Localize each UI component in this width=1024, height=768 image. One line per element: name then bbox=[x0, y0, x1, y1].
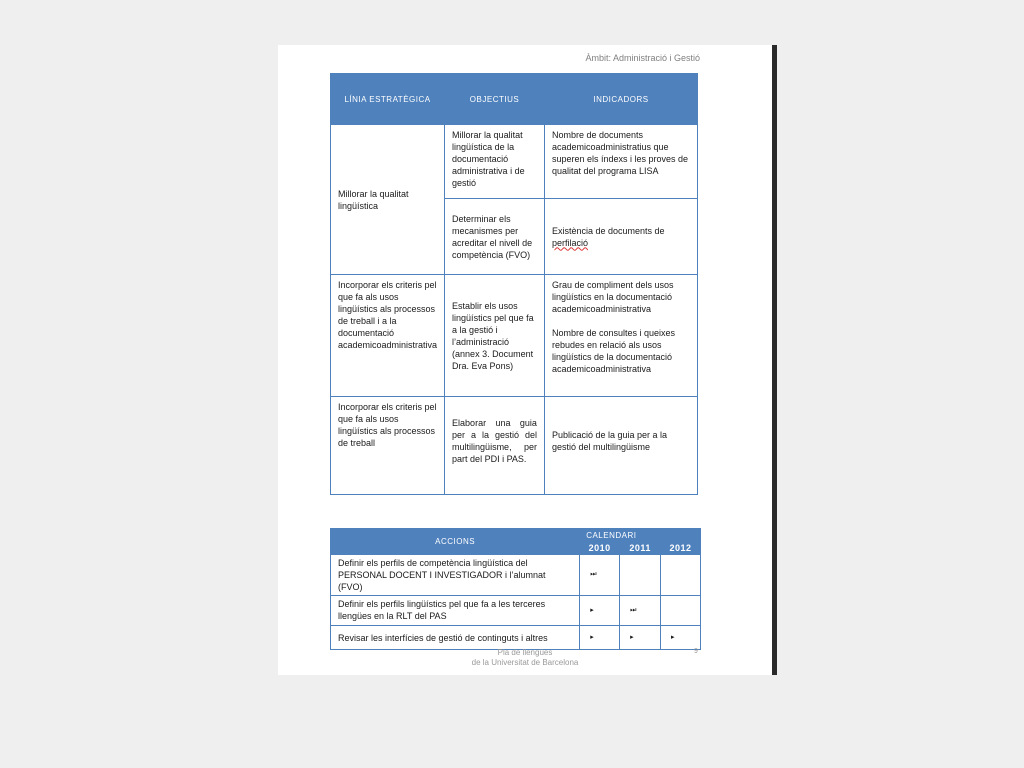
year-header: 2010 bbox=[580, 542, 620, 555]
year-mark: ▸ bbox=[661, 626, 701, 650]
page-edge bbox=[772, 45, 777, 675]
linia-cell: Incorporar els criteris pel que fa als usos lingüístics als processos de treball i a la documentació academicoadministrativa bbox=[331, 275, 445, 397]
indicador-cell: Nombre de documents academicoadministratius que superen els índexs i les proves de qualitat del programa LISA bbox=[544, 125, 697, 199]
indicador-cell bbox=[544, 275, 697, 397]
objectiu-cell: Millorar la qualitat lingüística de la documentació administrativa i de gestió bbox=[445, 125, 545, 199]
accio-cell: Definir els perfils de competència lingüística del PERSONAL DOCENT I INVESTIGADOR i l’alumnat (FVO) bbox=[331, 555, 580, 596]
year-mark: ⏭ bbox=[580, 555, 620, 596]
col-header-linia: LÍNIA ESTRATÈGICA bbox=[331, 74, 445, 125]
indicador-item: Grau de compliment dels usos lingüístics en la documentació academicoadministrativa bbox=[551, 280, 674, 314]
table-row bbox=[331, 596, 701, 626]
year-header: 2011 bbox=[620, 542, 661, 555]
year-header: 2012 bbox=[661, 542, 701, 555]
table-row bbox=[331, 397, 698, 495]
footer-line: de la Universitat de Barcelona bbox=[471, 658, 579, 667]
page-header: Àmbit: Administració i Gestió bbox=[585, 53, 700, 63]
table-row bbox=[331, 555, 701, 596]
year-mark bbox=[661, 596, 701, 626]
col-header-calendari: CALENDARI bbox=[580, 529, 701, 542]
year-mark bbox=[661, 555, 701, 596]
table-row bbox=[331, 125, 698, 199]
actions-table bbox=[330, 528, 701, 650]
actions-header-row bbox=[331, 529, 701, 542]
indicador-text: Existència de documents de bbox=[551, 225, 665, 236]
indicador-item: Nombre de consultes i queixes rebudes en relació als usos lingüístics de la documentació academicoadministrativa bbox=[551, 328, 676, 374]
footer-line: Pla de llengües bbox=[497, 648, 553, 657]
objectiu-cell: Elaborar una guia per a la gestió del multilingüisme, per part del PDI i PAS. bbox=[445, 397, 545, 495]
year-mark: ▸ bbox=[620, 626, 661, 650]
table-header-row bbox=[331, 74, 698, 125]
accio-cell: Definir els perfils lingüístics pel que fa a les terceres llengües en la RLT del PAS bbox=[331, 596, 580, 626]
linia-cell: Incorporar els criteris pel que fa als usos lingüístics als processos de treball bbox=[331, 397, 445, 495]
year-mark: ▸ bbox=[580, 626, 620, 650]
indicador-cell bbox=[544, 199, 697, 275]
linia-cell: Millorar la qualitat lingüística bbox=[331, 125, 445, 275]
col-header-objectius: OBJECTIUS bbox=[445, 74, 545, 125]
objectives-table bbox=[330, 73, 698, 495]
indicador-cell: Publicació de la guia per a la gestió del multilingüisme bbox=[544, 397, 697, 495]
table-row bbox=[331, 626, 701, 650]
document-page bbox=[278, 45, 772, 675]
objectiu-cell: Establir els usos lingüístics pel que fa a la gestió i l’administració (annex 3. Document Dra. Eva Pons) bbox=[445, 275, 545, 397]
year-mark: ⏭ bbox=[620, 596, 661, 626]
page-number: 9 bbox=[694, 648, 698, 655]
year-mark bbox=[620, 555, 661, 596]
objectiu-cell: Determinar els mecanismes per acreditar el nivell de competència (FVO) bbox=[445, 199, 545, 275]
col-header-indicadors: INDICADORS bbox=[544, 74, 697, 125]
accio-cell: Revisar les interfícies de gestió de continguts i altres bbox=[331, 626, 580, 650]
indicador-text-misspelled: perfilació bbox=[551, 237, 588, 248]
table-row bbox=[331, 275, 698, 397]
year-mark: ▸ bbox=[580, 596, 620, 626]
col-header-accions: ACCIONS bbox=[331, 529, 580, 555]
